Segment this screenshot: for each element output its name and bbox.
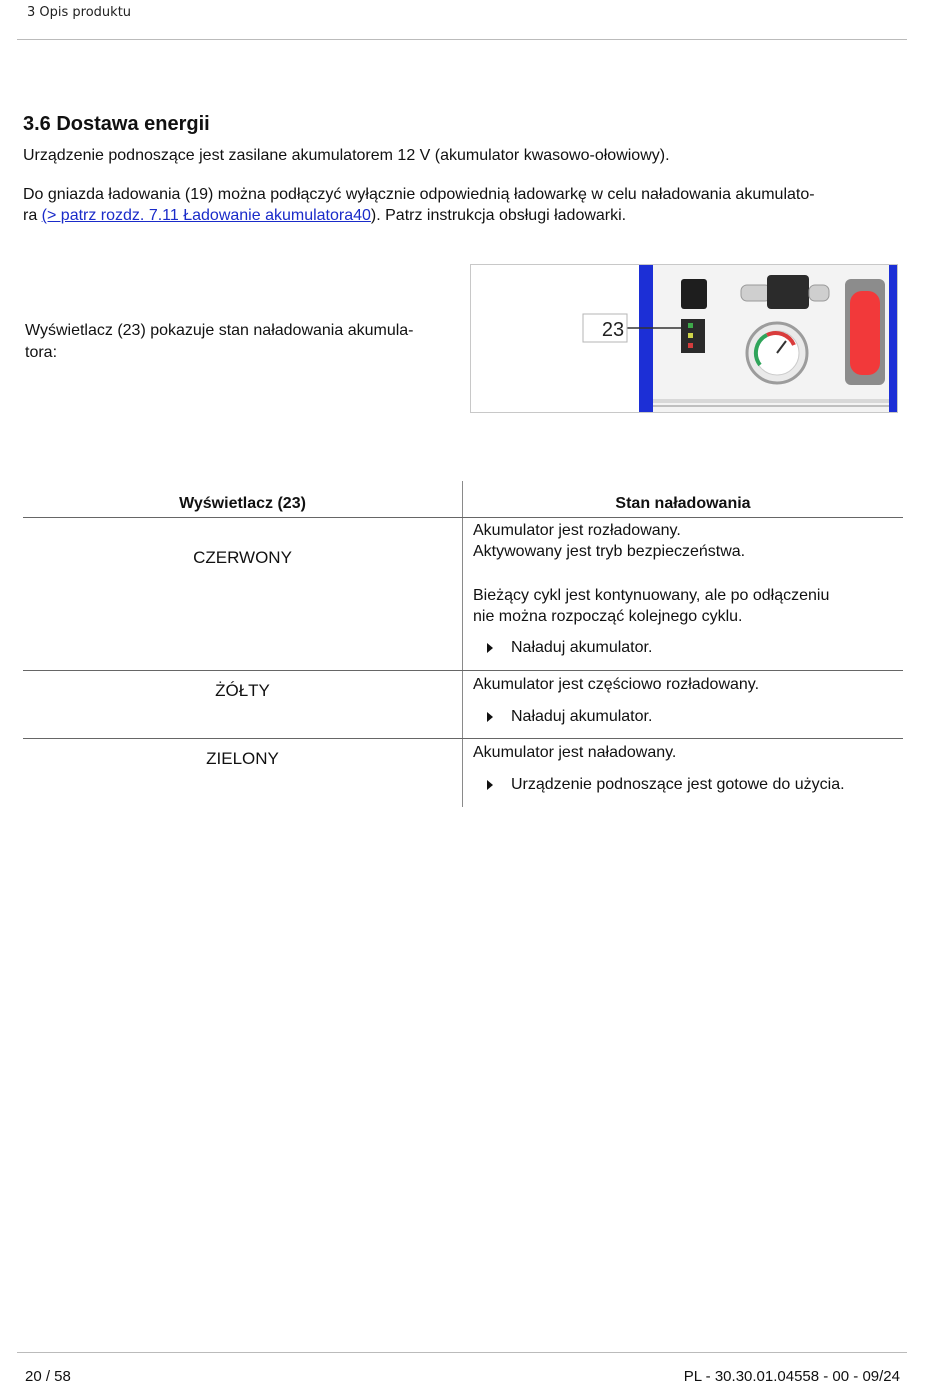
intro-paragraph: Urządzenie podnoszące jest zasilane akumulatorem 12 V (akumulator kwasowo-ołowiowy).	[23, 147, 670, 164]
table-column-divider	[462, 481, 463, 807]
table-header-divider	[23, 517, 903, 518]
chapter-link[interactable]: (> patrz rozdz. 7.11 Ładowanie akumulatora40	[41, 207, 371, 224]
action-yellow	[473, 706, 652, 727]
page-number: 20 / 58	[25, 1368, 71, 1385]
display-green: ZIELONY	[206, 749, 279, 768]
control-panel-illustration	[471, 265, 897, 412]
status-red-line-2: Aktywowany jest tryb bezpieczeństwa.	[473, 543, 746, 560]
display-red: CZERWONY	[193, 548, 292, 567]
action-green-text: Urządzenie podnoszące jest gotowe do użycia.	[511, 776, 845, 793]
status-red-line-4: nie można rozpocząć kolejnego cyklu.	[473, 608, 743, 625]
led-green	[688, 323, 693, 328]
display-yellow: ŻÓŁTY	[215, 681, 270, 700]
action-yellow-text: Naładuj akumulator.	[511, 708, 653, 725]
status-red-line-3: Bieżący cykl jest kontynuowany, ale po odłączeniu	[473, 587, 830, 604]
red-lamp	[850, 291, 880, 375]
footer-divider	[17, 1352, 907, 1353]
led-yellow	[688, 333, 693, 338]
blue-bar-left	[639, 265, 653, 412]
row-divider-1	[23, 670, 903, 671]
action-green	[473, 774, 845, 795]
bullet-arrow-icon	[487, 780, 493, 790]
row-divider-2	[23, 738, 903, 739]
led-red	[688, 343, 693, 348]
blue-bar-right	[889, 265, 897, 412]
action-red	[473, 637, 652, 658]
status-yellow-line-1: Akumulator jest częściowo rozładowany.	[473, 676, 760, 693]
figure-caption-line-2: tora:	[25, 344, 58, 361]
charging-line-2-prefix: ra	[23, 207, 42, 224]
bullet-arrow-icon	[487, 643, 493, 653]
table-header-display: Wyświetlacz (23)	[179, 495, 306, 512]
action-red-text: Naładuj akumulator.	[511, 639, 653, 656]
figure-caption	[25, 320, 465, 364]
charging-socket	[767, 275, 809, 309]
status-green-line-1: Akumulator jest naładowany.	[473, 744, 677, 761]
section-heading: 3.6 Dostawa energii	[23, 113, 210, 135]
running-header: 3 Opis produktu	[27, 5, 132, 20]
bullet-arrow-icon	[487, 712, 493, 722]
charging-paragraph	[23, 184, 815, 226]
control-panel-figure	[470, 264, 898, 413]
charging-line-2-suffix: ). Patrz instrukcja obsługi ładowarki.	[370, 207, 627, 224]
black-button	[681, 279, 707, 309]
figure-caption-line-1: Wyświetlacz (23) pokazuje stan naładowania akumula-	[25, 322, 414, 339]
document-reference: PL - 30.30.01.04558 - 00 - 09/24	[683, 1368, 900, 1385]
callout-label: 23	[601, 319, 625, 341]
charging-line-1: Do gniazda ładowania (19) można podłączyć wyłącznie odpowiednią ładowarkę w celu naładowania akumulato-	[23, 186, 815, 203]
table-header-status: Stan naładowania	[615, 495, 751, 512]
status-red-line-1: Akumulator jest rozładowany.	[473, 522, 681, 539]
header-divider	[17, 39, 907, 40]
